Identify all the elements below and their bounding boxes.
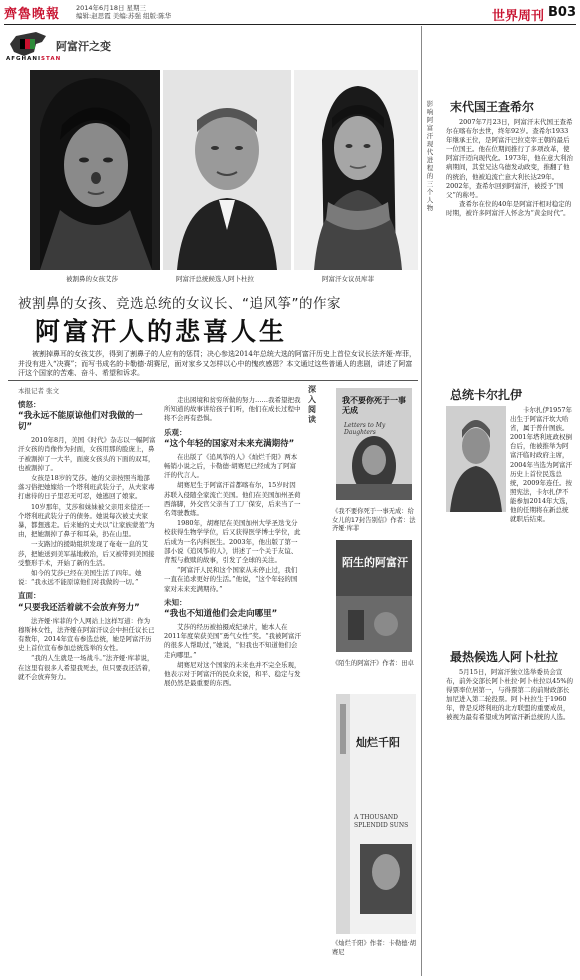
portrait-aisha-image [30, 70, 160, 270]
issue-date: 2014年6月18日 星期三 [76, 4, 147, 12]
paragraph: 卡尔扎伊1957年出生于阿富汗坎大哈省，属于普什图族。2001年塔利班政权倒台后，他被推举为阿富汗临时政府主席，2004年当选为阿富汗历史上首位民选总统，2009年连任。按照宪法，卡尔扎伊不能参加2014年大选，他的任期将在新总统就职后结束。 [510, 406, 573, 524]
paragraph: 查希尔在位的40年是阿富汗相对稳定的时期，被许多阿富汗人怀念为“黄金时代”。 [446, 199, 572, 217]
country-tag-b: STAN [41, 56, 62, 62]
paragraph: 10岁那年，艾莎和妹妹被父亲用来偿还一个塔利班武装分子的债务。她说每次被丈夫家暴，都想逃走。后来她的丈夫以“让家族蒙羞”为由，把她割掉了鼻子和耳朵，扔在山里。 [18, 502, 155, 539]
book-thousand-suns-subtitle: A THOUSAND SPLENDID SUNS [354, 814, 409, 829]
book-cover-afghanistan [336, 540, 412, 652]
staff-credits: 编辑:赵思霞 美编:苏强 组版:陈华 [76, 12, 172, 20]
section-title: 世界周刊 [491, 9, 544, 24]
subheadline: 被割鼻的女孩、竞选总统的女议长、“追风筝”的作家 [18, 296, 341, 312]
country-tag [6, 56, 61, 62]
country-tag-a: AFGHANI [6, 56, 42, 62]
photo-candidate [163, 70, 291, 270]
caption-mp: 阿富汗女议员库菲 [322, 275, 374, 283]
paragraph: 一支路过的援助组织发现了奄奄一息的艾莎，把她送到美军基地救治，后又被带到美国接受整形手术，开始了新的生活。 [18, 540, 155, 567]
book-thousand-suns-title: 灿烂千阳 [356, 736, 400, 749]
section-subheading: “只要我还活着就不会放弃努力” [18, 602, 140, 613]
book-caption-afghanistan: 《陌生的阿富汗》作者：田卓 [332, 660, 414, 667]
lead-paragraph: 被割掉鼻耳的女孩艾莎，得到了割鼻子的人应有的惩罚；决心参选2014年总统大选的阿富汗历史上首位女议长法齐娅·库菲，并没有进入“决赛”；而写书成名的卡勒德·胡赛尼，面对家乡又怎样以心中的愧疚感恩？本文通过这些普通人的悲剧，讲述了阿富汗这个国家的苦难、奋斗、希望和诉求。 [18, 350, 417, 377]
section-heading: 乐观： [164, 427, 187, 437]
section-heading: 直面： [18, 591, 41, 601]
right-heading-karzai: 总统卡尔扎伊 [450, 388, 523, 402]
topic-title: 阿富汗之变 [56, 40, 111, 53]
right-heading-abdullah: 最热候选人阿卜杜拉 [450, 650, 559, 664]
book-letters-title: 我不要你死于一事无成 [342, 396, 406, 415]
book-caption-thousand-suns: 《灿烂千阳》作者：卡勒德·胡赛尼 [332, 940, 416, 956]
afghanistan-map-icon [6, 30, 50, 58]
page-number: B03 [548, 5, 576, 20]
paragraph: 1980年，胡赛尼在美国加州大学圣迭戈分校获得生物学学位，后又获得医学博士学位，此后成为一名内科医生。2003年，他出版了第一部小说《追风筝的人》，讲述了一个关于友谊、背叛与救赎的故事，引发了全球的关注。 [164, 519, 301, 565]
section-subheading: “这个年轻的国家对未来充满期待” [164, 438, 295, 449]
right-body-abdullah [446, 668, 574, 968]
further-reading-label: 深入阅读 [308, 385, 316, 424]
main-headline: 阿富汗人的悲喜人生 [35, 317, 288, 346]
divider [8, 380, 418, 381]
book-letters-subtitle: Letters to My Daughters [344, 422, 386, 436]
paragraph: “阿富汗人民和这个国家从未停止过，我们一直在追求更好的生活。”他说，“这个年轻的国家对未来充满期待。” [164, 566, 298, 593]
paragraph: 5月15日，阿富汗独立选举委员会宣布，前外交部长阿卜杜拉·阿卜杜拉以45%的得票率位居第一，与得票第二的前财政部长加尼进入第二轮投票。阿卜杜拉生于1960年，曾是反塔利班的北方联盟的重要成员，被视为最有希望成为阿富汗新总统的人选。 [446, 668, 574, 722]
paragraph: 法齐娅·库菲的个人网站上这样写道：作为穆斯林女性，法齐娅在阿富汗议会中担任议长已有数年，2014年宣布参选总统，她是阿富汗历史上首位宣布参加总统选举的女性。 [18, 616, 155, 653]
portrait-candidate-image [163, 70, 291, 270]
paragraph: 走出困境和贫穷所做的努力……我希望把我所知道的故事讲给孩子们听，他们在成长过程中将不会再有恐惧。 [164, 396, 301, 423]
newspaper-brand: 齊魯晚報 [4, 7, 61, 22]
masthead [4, 3, 576, 25]
paragraph: 胡赛尼生于阿富汗首都喀布尔，15岁时因苏联入侵随全家流亡美国。他们在美国加州圣荷西落脚，外交官父亲当了工厂保安，后来当了一名驾驶教练。 [164, 481, 301, 518]
paragraph: 在出版了《追风筝的人》《灿烂千阳》两本畅销小说之后，卡勒德·胡赛尼已经成为了阿富汗的代言人。 [164, 452, 298, 480]
article-column-2 [164, 396, 302, 976]
vertical-summary: 影响阿富汗现代进程的三个人物 [426, 100, 434, 212]
photo-mp [294, 70, 418, 270]
paragraph: 胡赛尼对这个国家的未来也并不完全乐观，他表示对于阿富汗的民众来说，和平、稳定与发展仍然是最重要的东西。 [164, 660, 301, 688]
book-cover-letters [336, 388, 412, 500]
section-heading: 愤怒： [18, 400, 41, 409]
section-heading: 未知： [164, 597, 187, 607]
right-body-karzai-side [510, 406, 574, 524]
caption-candidate: 阿富汗总统候选人阿卜杜拉 [176, 275, 254, 283]
section-subheading: “我永远不能原谅他们对我做的一切” [18, 411, 143, 433]
topic-banner [6, 30, 136, 64]
portrait-mp-image [294, 70, 418, 270]
article-column-1 [18, 396, 156, 976]
paragraph: 2007年7月23日，阿富汗末代国王查希尔在喀布尔去世，终年92岁。查希尔1933年继承王位，是阿富汗巴拉克宰王朝的最后一位国王。他在位期间推行了多项改革，使阿富汗迈向现代化。1973年，他在意大利治病期间，其堂兄达乌德发动政变，推翻了他的统治，他被迫流亡意大利长达29年。2002年，查希尔回到阿富汗，被授予“国父”的称号。 [446, 118, 574, 199]
paragraph: 如今的艾莎已经在美国生活了四年。她说：“我永远不能原谅他们对我做的一切。” [18, 569, 142, 587]
photo-aisha [30, 70, 160, 270]
paragraph: 2010年8月，美国《时代》杂志以一幅阿富汗女孩的肖像作为封面，女孩用那的脸庞上，鼻子被割掉了一大半，面庞女孩头的下面的双耳，也被割掉了。 [18, 436, 156, 472]
photo-karzai [446, 406, 506, 512]
portrait-karzai-image [446, 406, 506, 512]
section-subheading: “我也不知道他们会走向哪里” [164, 609, 278, 620]
book-cover-thousand-suns [336, 694, 416, 934]
paragraph: 艾莎的经历被拍摄成纪录片，她本人在2011年度荣获美国“勇气女性”奖。“我被阿富汗的很多人帮助过，”她说，“但我也不知道他们会走向哪里。” [164, 623, 302, 659]
paragraph: 女孩是18岁的艾莎。她的父亲按照当地部落习俗把她嫁给一个塔利班武装分子，从夫家毒打虐待的日子里忍无可忍，她逃回了娘家。 [18, 474, 155, 501]
right-heading-zahir: 末代国王查希尔 [450, 100, 535, 114]
masthead-meta [76, 4, 171, 20]
book-caption-letters: 《我不要你死于一事无成：给女儿的17封告别信》作者：法齐娅·库菲 [332, 508, 416, 532]
caption-aisha: 被割鼻的女孩艾莎 [66, 275, 118, 283]
right-body-zahir [446, 118, 574, 384]
paragraph: “我的人生就是一场战斗。”法齐娅·库菲说，在这里有很多人希望我死去，但只要我还活着，就不会放弃努力。 [18, 654, 155, 681]
column-divider [421, 26, 422, 976]
byline: 本报记者 张文 [18, 387, 60, 395]
book-afghanistan-title: 陌生的阿富汗 [342, 556, 408, 569]
